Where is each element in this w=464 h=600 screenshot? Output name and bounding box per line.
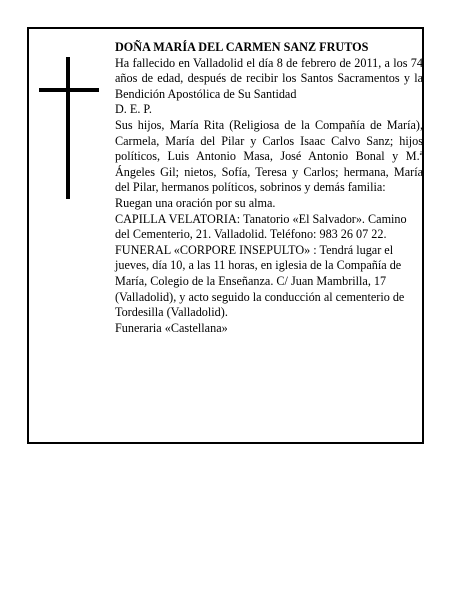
rip-line: D. E. P.	[115, 102, 152, 117]
obituary-notice	[27, 27, 424, 444]
wake-chapel-info: CAPILLA VELATORIA: Tanatorio «El Salvador». Camino del Cementerio, 21. Valladolid. Teléfono: 983 26 07 22.	[115, 211, 407, 242]
funeral-home: Funeraria «Castellana»	[115, 320, 228, 335]
death-announcement: Ha fallecido en Valladolid el día 8 de febrero de 2011, a los 74 años de edad, después de recibir los Santos Sacramentos y la Bendición Apostólica de Su Santidad	[115, 55, 423, 101]
prayer-request: Ruegan una oración por su alma.	[115, 195, 276, 210]
notice-text	[115, 40, 423, 336]
family-list: Sus hijos, María Rita (Religiosa de la Compañía de María), Carmela, María del Pilar y Carlos Isaac Calvo Sanz; hijos políticos, Luis Antonio Masa, José Antonio Bonal y M.ª Ángeles Gil; nietos, Sofía, Teresa y Carlos; hermana, María del Pilar, hermanos políticos, sobrinos y demás familia:	[115, 117, 423, 195]
latin-cross-icon	[39, 57, 99, 199]
deceased-name: DOÑA MARÍA DEL CARMEN SANZ FRUTOS	[115, 40, 369, 54]
cross-vertical-bar	[66, 57, 70, 199]
cross-horizontal-bar	[39, 88, 99, 92]
funeral-info: FUNERAL «CORPORE INSEPULTO» : Tendrá lugar el jueves, día 10, a las 11 horas, en iglesia de la Compañía de María, Colegio de la Enseñanza. C/ Juan Mambrilla, 17 (Valladolid), y acto seguido la conducción al cementerio de Tordesilla (Valladolid).	[115, 242, 405, 320]
